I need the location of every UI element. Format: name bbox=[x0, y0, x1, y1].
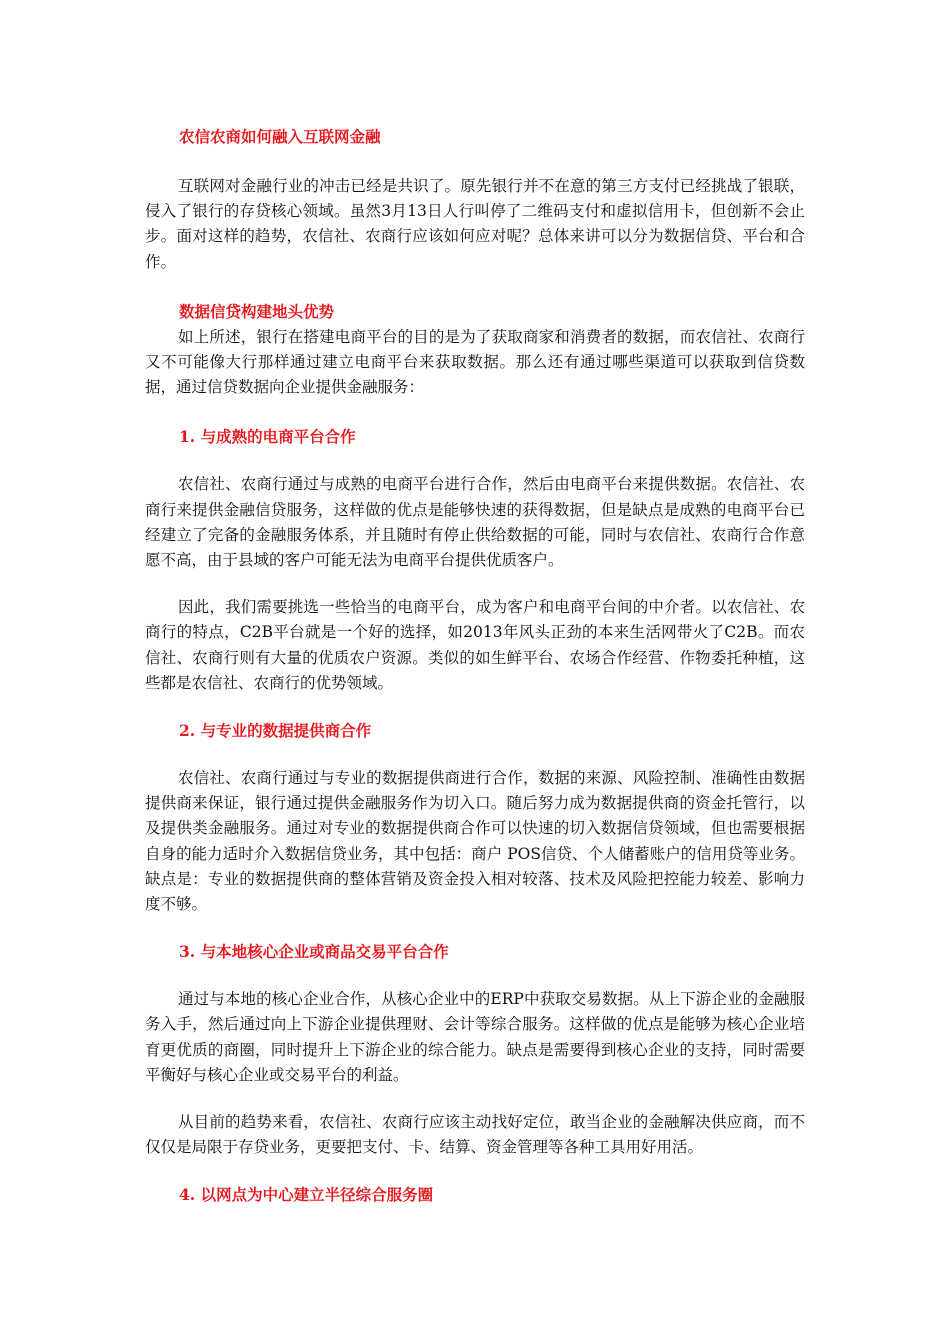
spacer bbox=[145, 1088, 805, 1110]
item1-paragraph-2: 因此，我们需要挑选一些恰当的电商平台，成为客户和电商平台间的中介者。以农信社、农商行的特点，C2B平台就是一个好的选择，如2013年风头正劲的本来生活网带火了C2B。而农信社、农商行则有大量的优质农户资源。类似的如生鲜平台、农场合作经营、作物委托种植，这些都是农信社、农商行的优势领域。 bbox=[145, 598, 805, 692]
item4-heading: 4. 以网点为中心建立半径综合服务圈 bbox=[179, 1185, 434, 1205]
section-heading: 数据信贷构建地头优势 bbox=[179, 301, 335, 321]
item2-paragraph-1: 农信社、农商行通过与专业的数据提供商进行合作，数据的来源、风险控制、准确性由数据提供商来保证，银行通过提供金融服务作为切入口。随后努力成为数据提供商的资金托管行，以及提供类金融服务。通过对专业的数据提供商合作可以快速的切入数据信贷领域，但也需要根据自身的能力适时介入数据信贷业务，其中包括：商户 POS信贷、个人储蓄账户的信用贷等业务。缺点是：专业的数据提供商的整体营销及资金投入相对较落、技术及风险把控能力较差、影响力度不够。 bbox=[145, 769, 805, 914]
section-intro-paragraph: 如上所述，银行在搭建电商平台的目的是为了获取商家和消费者的数据，而农信社、农商行又不可能像大行那样通过建立电商平台来获取数据。那么还有通过哪些渠道可以获取到信贷数据，通过信贷数据向企业提供金融服务： bbox=[145, 327, 805, 397]
spacer bbox=[145, 917, 805, 939]
item3-heading: 3. 与本地核心企业或商品交易平台合作 bbox=[179, 942, 449, 962]
spacer bbox=[145, 150, 805, 174]
spacer bbox=[145, 696, 805, 718]
spacer bbox=[145, 965, 805, 987]
spacer bbox=[145, 275, 805, 299]
intro-paragraph: 互联网对金融行业的冲击已经是共识了。原先银行并不在意的第三方支付已经挑战了银联，侵入了银行的存贷核心领域。虽然3月13日人行叫停了二维码支付和虚拟信用卡，但创新不会止步。面对这样的趋势，农信社、农商行应该如何应对呢？总体来讲可以分为数据信贷、平台和合作。 bbox=[145, 177, 805, 271]
spacer bbox=[145, 400, 805, 424]
document-body bbox=[145, 124, 805, 1208]
item3-paragraph-2: 从目前的趋势来看，农信社、农商行应该主动找好定位，敢当企业的金融解决供应商，而不仅仅是局限于存贷业务，更要把支付、卡、结算、资金管理等各种工具用好用活。 bbox=[145, 1113, 805, 1157]
spacer bbox=[145, 573, 805, 595]
item1-heading: 1. 与成熟的电商平台合作 bbox=[179, 427, 356, 447]
document-title: 农信农商如何融入互联网金融 bbox=[179, 127, 381, 146]
spacer bbox=[145, 1160, 805, 1182]
item1-paragraph-1: 农信社、农商行通过与成熟的电商平台进行合作，然后由电商平台来提供数据。农信社、农商行来提供金融信贷服务，这样做的优点是能够快速的获得数据，但是缺点是成熟的电商平台已经建立了完备的金融服务体系，并且随时有停止供给数据的可能，同时与农信社、农商行合作意愿不高，由于县域的客户可能无法为电商平台提供优质客户。 bbox=[145, 475, 805, 570]
item2-heading: 2. 与专业的数据提供商合作 bbox=[179, 721, 372, 741]
spacer bbox=[145, 450, 805, 472]
spacer bbox=[145, 744, 805, 766]
item3-paragraph-1: 通过与本地的核心企业合作，从核心企业中的ERP中获取交易数据。从上下游企业的金融服务入手，然后通过向上下游企业提供理财、会计等综合服务。这样做的优点是能够为核心企业培育更优质的商圈，同时提升上下游企业的综合能力。缺点是需要得到核心企业的支持，同时需要平衡好与核心企业或交易平台的利益。 bbox=[145, 990, 805, 1084]
